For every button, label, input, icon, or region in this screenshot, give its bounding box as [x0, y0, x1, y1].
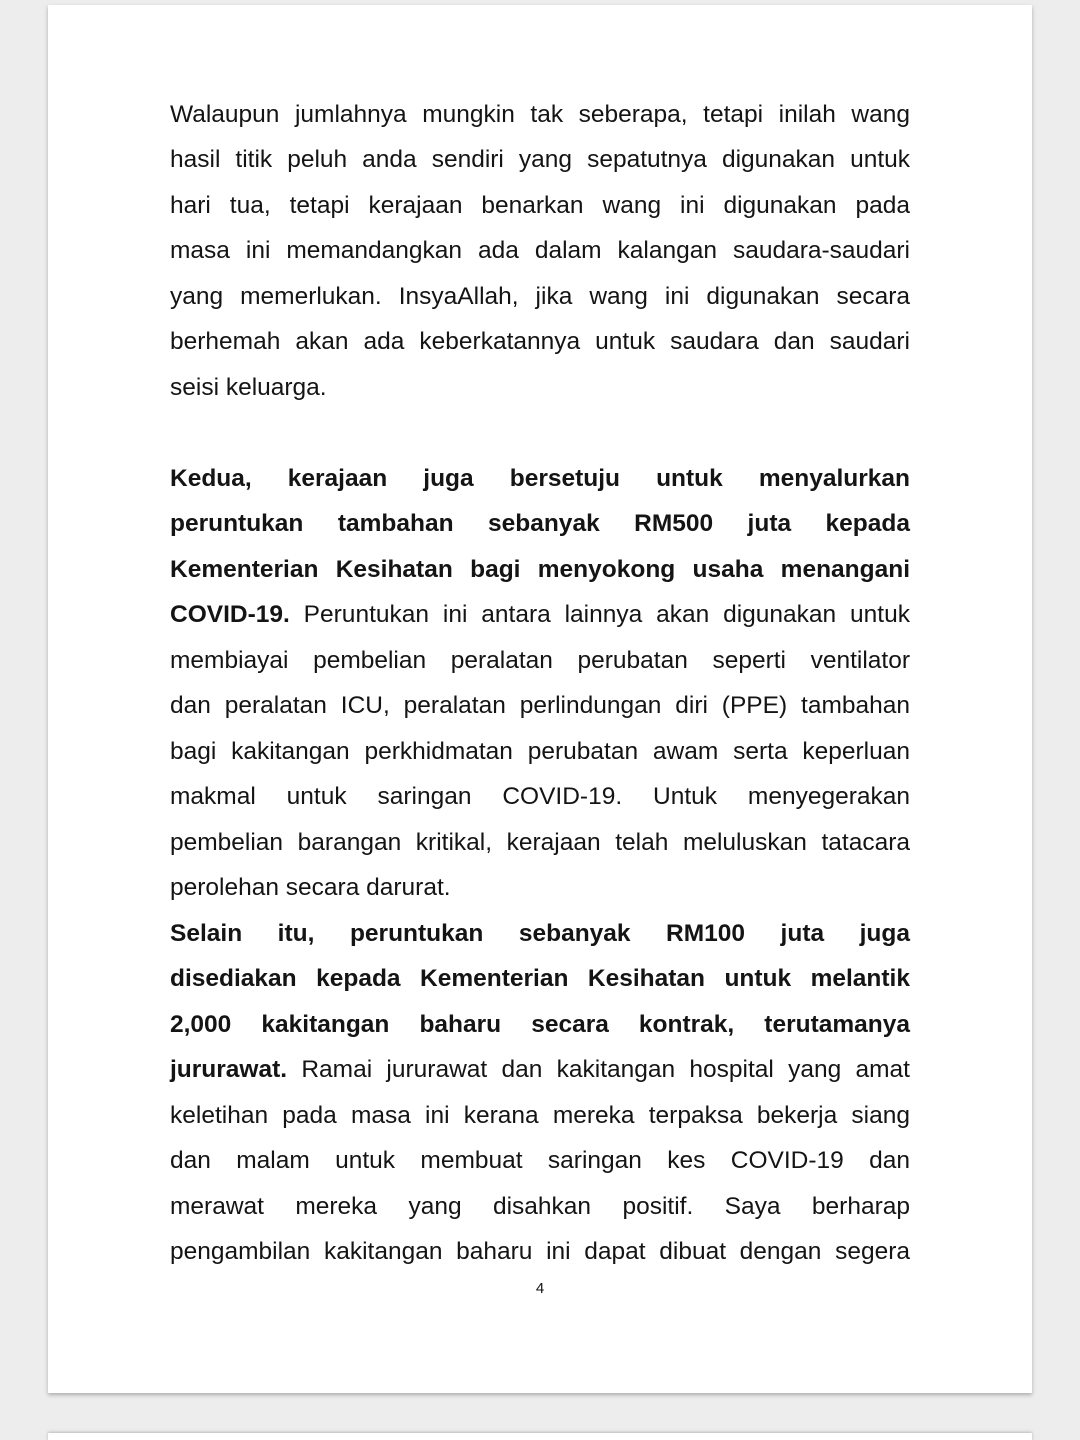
paragraph-3-line: pengambilan kakitangan baharu ini dapat dibuat dengan segera: [170, 1238, 910, 1265]
paragraph-3-line: merawat mereka yang disahkan positif. Saya berharap: [170, 1193, 910, 1220]
paragraph-3-line: keletihan pada masa ini kerana mereka terpaksa bekerja siang: [170, 1102, 910, 1129]
paragraph-2-mixed-line: [170, 600, 910, 630]
next-page-edge: [48, 1433, 1032, 1440]
paragraph-2-regular-text: Peruntukan ini antara lainnya akan digunakan untuk: [289, 601, 910, 628]
paragraph-3-bold-line: disediakan kepada Kementerian Kesihatan untuk melantik: [170, 965, 910, 992]
paragraph-1-line: Walaupun jumlahnya mungkin tak seberapa, tetapi inilah wang: [170, 101, 910, 128]
paragraph-1-line: masa ini memandangkan ada dalam kalangan saudara-saudari: [170, 237, 910, 264]
paragraph-3-bold-line: Selain itu, peruntukan sebanyak RM100 juta juga: [170, 920, 910, 947]
paragraph-2-line: pembelian barangan kritikal, kerajaan telah meluluskan tatacara: [170, 829, 910, 856]
paragraph-1-line: hari tua, tetapi kerajaan benarkan wang ini digunakan pada: [170, 192, 910, 219]
paragraph-2-bold-text: COVID-19.: [170, 601, 290, 628]
page-number: 4: [535, 1280, 545, 1297]
paragraph-2-line: dan peralatan ICU, peralatan perlindungan diri (PPE) tambahan: [170, 692, 910, 719]
paragraph-1-line: seisi keluarga.: [170, 374, 327, 401]
paragraph-3-bold-text: jururawat.: [170, 1056, 288, 1083]
paragraph-2-line: bagi kakitangan perkhidmatan perubatan awam serta keperluan: [170, 738, 910, 765]
paragraph-3-mixed-line: [170, 1055, 910, 1085]
paragraph-3-bold-line: 2,000 kakitangan baharu secara kontrak, terutamanya: [170, 1011, 910, 1038]
paragraph-2-line: perolehan secara darurat.: [170, 874, 451, 901]
paragraph-2-line: membiayai pembelian peralatan perubatan seperti ventilator: [170, 647, 910, 674]
paragraph-2-line: makmal untuk saringan COVID-19. Untuk menyegerakan: [170, 783, 910, 810]
paragraph-1-line: hasil titik peluh anda sendiri yang sepatutnya digunakan untuk: [170, 146, 910, 173]
paragraph-2-bold-line: peruntukan tambahan sebanyak RM500 juta kepada: [170, 510, 910, 537]
paragraph-1-line: berhemah akan ada keberkatannya untuk saudara dan saudari: [170, 328, 910, 355]
paragraph-1-line: yang memerlukan. InsyaAllah, jika wang ini digunakan secara: [170, 283, 910, 310]
paragraph-3-line: dan malam untuk membuat saringan kes COVID-19 dan: [170, 1147, 910, 1174]
document-page: [48, 5, 1032, 1393]
paragraph-2-bold-line: Kementerian Kesihatan bagi menyokong usaha menangani: [170, 556, 910, 583]
paragraph-2-bold-line: Kedua, kerajaan juga bersetuju untuk menyalurkan: [170, 465, 910, 492]
paragraph-3-regular-text: Ramai jururawat dan kakitangan hospital yang amat: [287, 1056, 910, 1083]
